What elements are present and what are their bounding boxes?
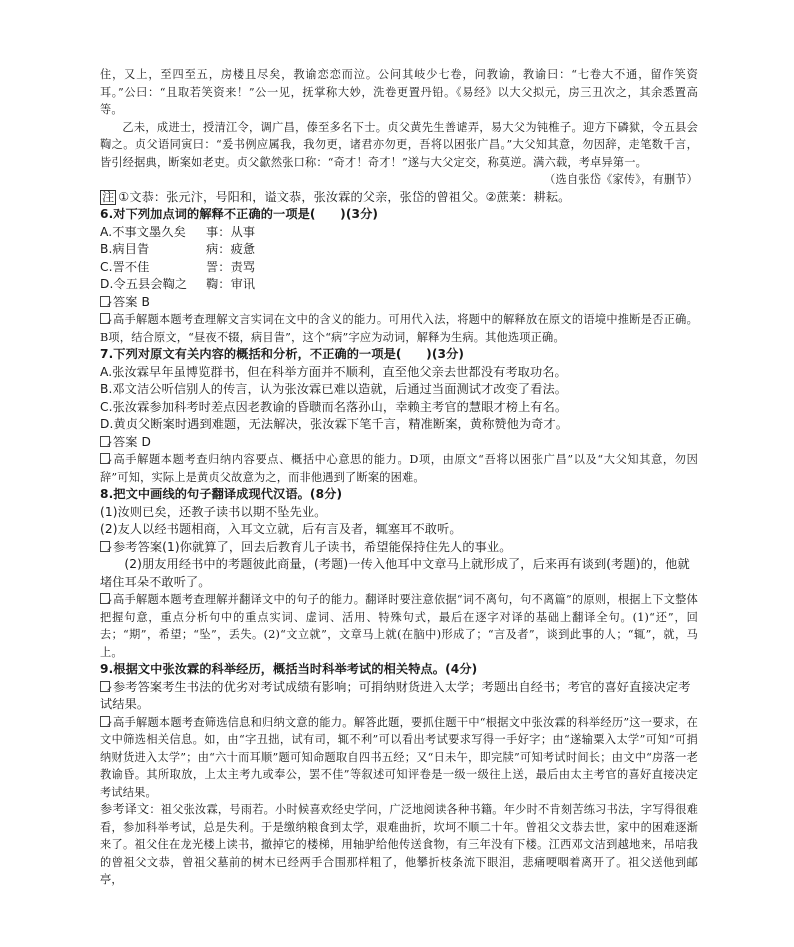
note-text: ①文恭：张元汴，号阳和，谥文恭，张汝霖的父亲，张岱的曾祖父。②蔗莱：耕耘。: [118, 189, 571, 204]
document-page: [100, 66, 698, 889]
question-7-option: B.邓文洁公听信别人的传言，认为张汝霖已难以造就，后通过当面测试才改变了看法。: [100, 382, 568, 396]
pencil-note-icon: [100, 541, 110, 552]
question-6-option: B.病目眚 病：疲惫: [100, 242, 256, 256]
question-9-stem: 9.根据文中张汝霖的科举经历，概括当时科举考试的相关特点。(4分): [100, 662, 478, 676]
question-8-reference: 参考答案(1)你就算了，回去后教育儿子读书，希望能保持住先人的事业。: [100, 539, 698, 557]
pencil-note-icon: [100, 453, 110, 464]
question-7-stem: 7.下列对原文有关内容的概括和分析，不正确的一项是( )(3分): [100, 347, 465, 361]
translation-label: 参考译文: [100, 802, 150, 816]
question-8-reference: (2)朋友用经书中的考题彼此商量，(考题)一传入他耳中文章马上就形成了，后来再有谈到(考题)的，他就堵住耳朵不敢听了。: [100, 557, 690, 589]
question-7-answer: 答案 D: [100, 434, 698, 452]
pencil-note-icon: [100, 593, 110, 604]
question-9-reference: 参考答案考生书法的优劣对考试成绩有影响；可捐纳财货进入太学；考题出自经书；考官的喜好直接决定考试结果。: [100, 679, 691, 711]
pencil-note-icon: [100, 436, 110, 447]
question-6-option: C.詈不佳 詈：责骂: [100, 259, 256, 274]
pencil-note-icon: [100, 296, 110, 307]
question-8-item: (2)友人以经书题相商，入耳文立就，后有言及者，辄塞耳不敢听。: [100, 522, 462, 536]
question-8-analysis: 高手解题本题考查理解并翻译文中的句子的能力。翻译时要注意依据“词不离句，句不离篇”的原则，根据上下文整体把握句意，重点分析句中的重点实词、虚词、活用、特殊句式，最后在逐字对译的基础上翻译全句。(1)“还”，回去；“期”，希望；“坠”，丢失。(2)“文立就”，文章马上就(在脑中)形成了；“言及者”，谈到此事的人；“辄”，就，马上。: [100, 593, 698, 659]
question-8-stem: 8.把文中画线的句子翻译成现代汉语。(8分): [100, 487, 343, 501]
question-7-option: C.张汝霖参加科考时差点因老教谕的昏聩而名落孙山，幸赖主考官的慧眼才榜上有名。: [100, 399, 568, 414]
pencil-note-icon: [100, 681, 110, 692]
pencil-note-icon: [100, 313, 110, 324]
passage-paragraph: 乙未，成进士，授清江令，调广昌，傣至多名下士。贞父黄先生善谑弄，易大父为钝椎子。迎方下磷狱，令五县会鞫之。贞父语同寅曰：“爰书例应属我，我勿更，诸君亦勿更，吾将以困张广昌。”大父知其意，勿因辞，走笔数千言，皆引经据典，断案如老吏。贞父歙然张口称：“奇才！奇才！”遂与大父定交，称莫逆。满六载，考卓异第一。: [100, 120, 698, 169]
question-6-option: A.不事文墨久矣 事：从事: [100, 224, 256, 239]
question-7-analysis: 高手解题本题考查归纳内容要点、概括中心意思的能力。D项，由原文“吾将以困张广昌”以及“大父知其意，勿因辞”可知，实际上是黄贞父故意为之，而非他遇到了断案的困难。: [100, 453, 698, 484]
pencil-note-icon: [100, 716, 110, 727]
question-6-stem: 6.对下列加点词的解释不正确的一项是( )(3分): [100, 207, 379, 221]
question-6-option: D.令五县会鞫之 鞫：审讯: [100, 277, 256, 291]
annotation-note: [100, 189, 698, 207]
question-6-analysis: 高手解题本题考查理解文言实词在文中的含义的能力。可用代入法，将题中的解释放在原文的语境中推断是否正确。B项，结合原文，“昼夜不辍，病目眚”，这个“病”字应为动词，解释为生病。其他选项正确。: [100, 313, 698, 344]
question-7-option: D.黄贞父断案时遇到难题，无法解决，张汝霖下笔千言，精准断案，黄称赞他为奇才。: [100, 417, 569, 431]
note-mark: 注: [102, 189, 115, 204]
question-7-option: A.张汝霖早年虽博览群书，但在科举方面并不顺利，直至他父亲去世都没有考取功名。: [100, 364, 567, 379]
question-6-answer: 答案 B: [100, 294, 698, 312]
question-8-item: (1)汝则已矣，还教子读书以期不坠先业。: [100, 504, 327, 519]
question-9-analysis: 高手解题本题考查筛选信息和归纳文意的能力。解答此题，要抓住题干中“根据文中张汝霖的科举经历”这一要求，在文中筛选相关信息。如，由“字丑拙，试有司，辄不利”可以看出考试要求写得一手好字；由“遂输粟入太学”可知“可捐纳财货进入太学”；由“六十而耳顺”题可知命题取自四书五经；又“日未午，即完牍”可知考试时间长；由文中“房落一老教谕昏。其所取放，上太主考九或奉公，罢不佳”等叙述可知评卷是一级一级往上送，最后由太主考官的喜好直接决定考试结果。: [100, 715, 698, 799]
passage-paragraph: 住，又上，至四至五，房楼且尽矣，教谕恋恋而泣。公问其岐少七卷，问教谕，教谕曰：“七卷大不通，留作笑资耳。”公曰：“且取若笑资来！”公一见，抚掌称大妙，洗卷更置丹铅。《易经》以大父拟元，房三丑次之，其余悉置高等。: [100, 68, 698, 116]
passage-source: （选自张岱《家传》，有删节）: [544, 173, 698, 186]
reference-translation: 参考译文：祖父张汝霖，号雨若。小时候喜欢经史学问，广泛地阅读各种书籍。年少时不肯刻苦练习书法，字写得很难看，参加科举考试，总是失利。于是缴纳粮食到太学，艰难曲折，坎坷不顺二十年。曾祖父文恭去世，家中的困难逐渐来了。祖父住在龙光楼上读书，撤掉它的楼梯，用轴驴给他传送食物，有三年没有下楼。江西邓文洁到越地来，吊唁我的曾祖父文恭，曾祖父墓前的树木已经两手合围那样粗了，他攀折枝条流下眼泪，悲痛哽咽着离开了。祖父送他到邮亭，: [100, 802, 698, 886]
